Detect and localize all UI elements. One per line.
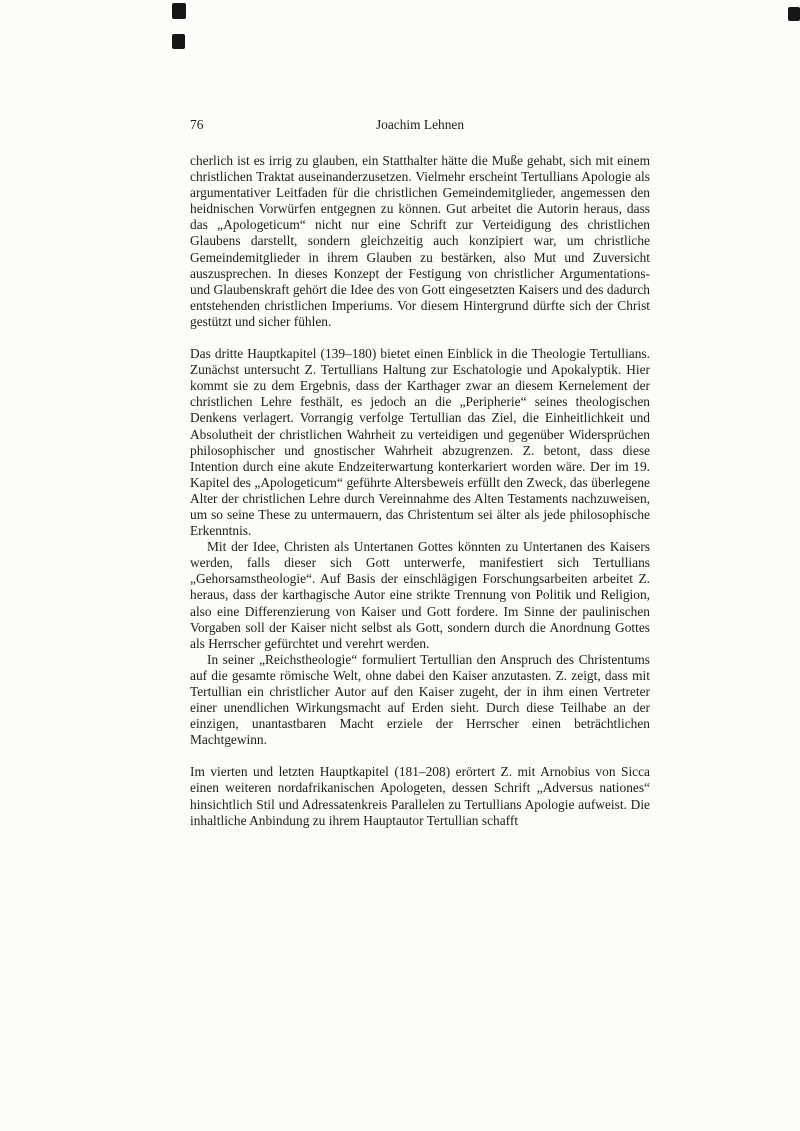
scan-artifact bbox=[788, 7, 800, 21]
running-header-title: Joachim Lehnen bbox=[375, 117, 465, 132]
paragraph-chapter-three: Das dritte Hauptkapitel (139–180) bietet einen Einblick in die Theologie Tertullians. Zunächst untersucht Z. Tertullians Haltung zur Eschatologie und Apokalyptik. Hier kommt sie zu dem Ergebnis, dass der Karthager zwar an diesem Kernelement der christlichen Lehre festhält, es jedoch an die „Peripherie“ seines theologischen Denkens verlagert. Vorrangig verfolge Tertullian das Ziel, die Einheitlichkeit und Absolutheit der christlichen Wahrheit zu verteidigen und gegenüber Widersprüchen philosophischer und gnostischer Wahrheit abzugrenzen. Z. betont, dass diese Intention durch eine akute Endzeiterwartung konterkariert worden wäre. Der im 19. Kapitel des „Apologeticum“ geführte Altersbeweis erfüllt den Zweck, das überlegene Alter der christlichen Lehre durch Vereinnahme des Alten Testaments nachzuweisen, um so seine These zu untermauern, das Christentum sei älter als jede philosophische Erkenntnis. bbox=[190, 346, 650, 539]
running-header bbox=[190, 116, 650, 134]
scan-artifact bbox=[172, 34, 185, 49]
paragraph-reich-theology: In seiner „Reichstheologie“ formuliert Tertullian den Anspruch des Christentums auf die gesamte römische Welt, ohne dabei den Kaiser anzutasten. Z. zeigt, dass mit Tertullian ein christlicher Autor auf den Kaiser zugeht, der in ihm einen Vertreter einer unendlichen Wirkungsmacht auf Erden sieht. Durch diese Teilhabe an der einzigen, unantastbaren Macht erziele der Herrscher einen beträchtlichen Machtgewinn. bbox=[190, 651, 650, 748]
paragraph-continuation: cherlich ist es irrig zu glauben, ein Statthalter hätte die Muße gehabt, sich mit einem christlichen Traktat auseinanderzusetzen. Vielmehr erscheint Tertullians Apologie als argumentativer Leitfaden für die christlichen Gemeindemitglieder, angemessen den heidnischen Vorwürfen entgegnen zu können. Gut arbeitet die Autorin heraus, dass das „Apologeticum“ nicht nur eine Schrift zur Verteidigung des christlichen Glaubens darstellt, sondern gleichzeitig auch konzipiert war, um christliche Gemeindemitglieder in ihrem Glauben zu bestärken, also Mut und Zuversicht auszusprechen. In dieses Konzept der Festigung von christlicher Argumentations- und Glaubenskraft gehört die Idee des von Gott eingesetzten Kaisers und des dadurch entstehenden christlichen Imperiums. Vor diesem Hintergrund dürfte sich der Christ gestützt und sicher fühlen. bbox=[190, 153, 650, 329]
paragraph-obedience-theology: Mit der Idee, Christen als Untertanen Gottes könnten zu Untertanen des Kaisers werden, falls dieser sich Gott unterwerfe, manifestiert sich Tertullians „Gehorsamstheologie“. Auf Basis der einschlägigen Forschungsarbeiten arbeitet Z. heraus, dass der karthagische Autor eine strikte Trennung von Politik und Religion, also eine Differenzierung von Kaiser und Gott fordere. Im Sinne der paulinischen Vorgaben soll der Kaiser nicht selbst als Gott, sondern durch die Anordnung Gottes als Herrscher gefürchtet und verehrt werden. bbox=[190, 539, 650, 651]
scan-artifact bbox=[172, 3, 186, 19]
paragraph-chapter-four: Im vierten und letzten Hauptkapitel (181–208) erörtert Z. mit Arnobius von Sicca einen weiteren nordafrikanischen Apologeten, dessen Schrift „Adversus nationes“ hinsichtlich Stil und Adressatenkreis Parallelen zu Tertullians Apologie aufweist. Die inhaltliche Anbindung zu ihrem Hauptautor Tertullian schafft bbox=[190, 764, 650, 828]
body-text bbox=[190, 153, 650, 829]
page-number: 76 bbox=[190, 117, 204, 132]
